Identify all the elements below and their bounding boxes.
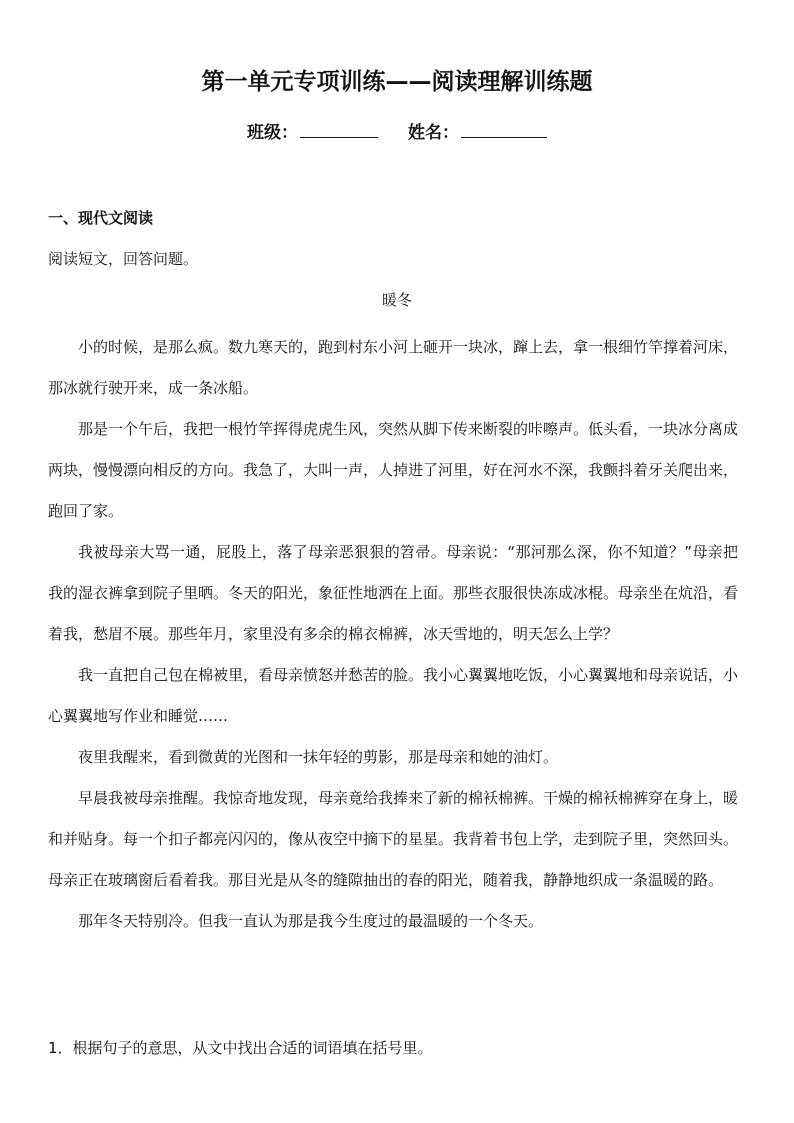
story-paragraph: 我被母亲大骂一通，屁股上，落了母亲恶狠狠的笤帚。母亲说：“那河那么深，你不知道？”母亲把我的湿衣裤拿到院子里晒。冬天的阳光，象征性地洒在上面。那些衣服很快冻成冰棍。母亲坐在炕沿，看着我，愁眉不展。那些年月，家里没有多余的棉衣棉裤，冰天雪地的，明天怎么上学？ [48,543,739,643]
class-blank[interactable] [300,119,378,138]
story-paragraph: 那是一个午后，我把一根竹竿挥得虎虎生风，突然从脚下传来断裂的咔嚓声。低头看，一块冰分离成两块，慢慢漂向相反的方向。我急了，大叫一声，人掉进了河里，好在河水不深，我颤抖着牙关爬出来，跑回了家。 [48,420,739,520]
page-title: 第一单元专项训练——阅读理解训练题 [201,69,593,95]
section-instruction: 阅读短文，回答问题。 [48,250,199,268]
section-heading: 一、现代文阅读 [48,209,154,227]
story-title: 暖冬 [381,291,412,309]
class-label: 班级： [247,123,298,143]
student-info-line [0,118,794,148]
story-paragraph: 夜里我醒来，看到微黄的光图和一抹年轻的剪影，那是母亲和她的油灯。 [78,748,559,766]
name-blank[interactable] [461,119,547,138]
story-paragraph: 我一直把自己包在棉被里，看母亲愤怒并愁苦的脸。我小心翼翼地吃饭，小心翼翼地和母亲说话，小心翼翼地写作业和睡觉…… [48,666,739,725]
story-body [48,327,738,942]
story-paragraph: 那年冬天特别冷。但我一直认为那是我今生度过的最温暖的一个冬天。 [78,912,544,930]
story-paragraph: 小的时候，是那么疯。数九寒天的，跑到村东小河上砸开一块冰，蹿上去，拿一根细竹竿撑着河床，那冰就行驶开来，成一条冰船。 [48,338,739,397]
question-1: 1．根据句子的意思，从文中找出合适的词语填在括号里。 [48,1039,433,1057]
story-paragraph: 早晨我被母亲推醒。我惊奇地发现，母亲竟给我捧来了新的棉袄棉裤。干燥的棉袄棉裤穿在身上，暖和并贴身。每一个扣子都亮闪闪的，像从夜空中摘下的星星。我背着书包上学，走到院子里，突然回头。母亲正在玻璃窗后看着我。那目光是从冬的缝隙抽出的春的阳光，随着我，静静地织成一条温暖的路。 [48,789,739,889]
name-label: 姓名： [408,123,459,143]
